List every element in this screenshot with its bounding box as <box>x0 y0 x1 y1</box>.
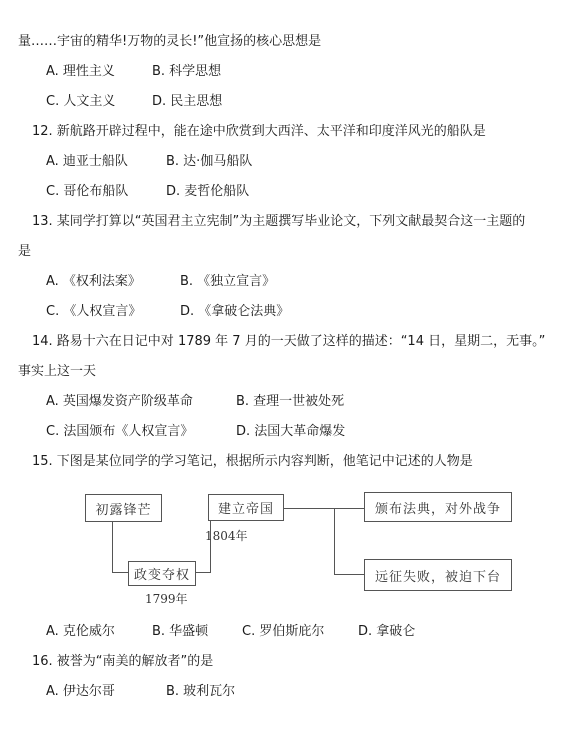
q14-option-d: D. 法国大革命爆发 <box>236 424 346 439</box>
q13-option-d: D. 《拿破仑法典》 <box>180 304 290 319</box>
q13-stem-line1: 13. 某同学打算以“英国君主立宪制”为主题撰写毕业论文，下列文献最契合这一主题的 <box>32 214 526 229</box>
q16-option-b: B. 玻利瓦尔 <box>166 684 236 699</box>
q11-option-c: C. 人文主义 <box>46 94 116 109</box>
year-1804-label: 1804年 <box>205 529 248 543</box>
year-1799-label: 1799年 <box>145 592 188 606</box>
q15-option-c: C. 罗伯斯庇尔 <box>242 624 325 639</box>
q14-option-a: A. 英国爆发资产阶级革命 <box>46 394 193 409</box>
q11-option-d: D. 民主思想 <box>152 94 223 109</box>
q15-option-b: B. 华盛顿 <box>152 624 209 639</box>
q13-option-b: B. 《独立宣言》 <box>180 274 276 289</box>
q14-stem-line1: 14. 路易十六在日记中对 1789 年 7 月的一天做了这样的描述：“14 日，星期二，无事。” <box>32 334 546 349</box>
q11-option-b: B. 科学思想 <box>152 64 222 79</box>
q12-option-d: D. 麦哲伦船队 <box>166 184 250 199</box>
q15-option-a: A. 克伦威尔 <box>46 624 115 639</box>
q13-stem-line2: 是 <box>18 244 32 259</box>
box-coup: 政变夺权 <box>128 561 196 586</box>
connector-box4-right <box>196 572 210 573</box>
q12-option-b: B. 达·伽马船队 <box>166 154 253 169</box>
q12-option-c: C. 哥伦布船队 <box>46 184 129 199</box>
q12-stem: 12. 新航路开辟过程中，能在途中欣赏到大西洋、太平洋和印度洋风光的船队是 <box>32 124 486 139</box>
q12-option-a: A. 迪亚士船队 <box>46 154 128 169</box>
box-establish-empire: 建立帝国 <box>208 494 284 521</box>
q16-stem: 16. 被誉为“南美的解放者”的是 <box>32 654 214 669</box>
q15-option-d: D. 拿破仑 <box>358 624 416 639</box>
q15-stem: 15. 下图是某位同学的学习笔记，根据所示内容判断，他笔记中记述的人物是 <box>32 454 473 469</box>
q11-stem-tail: 量……宇宙的精华!万物的灵长!”他宣扬的核心思想是 <box>18 34 322 49</box>
q13-option-c: C. 《人权宣言》 <box>46 304 142 319</box>
q16-option-a: A. 伊达尔哥 <box>46 684 115 699</box>
q14-option-c: C. 法国颁布《人权宣言》 <box>46 424 194 439</box>
box-exile: 远征失败，被迫下台 <box>364 559 512 591</box>
q13-option-a: A. 《权利法案》 <box>46 274 141 289</box>
box-code-and-wars: 颁布法典，对外战争 <box>364 492 512 522</box>
connector-box2-to-box3 <box>284 508 364 509</box>
box-debut: 初露锋芒 <box>85 494 162 522</box>
connector-to-box5 <box>334 574 364 575</box>
connector-down-branch <box>334 508 335 574</box>
connector-box1-to-box4 <box>112 522 113 572</box>
q11-option-a: A. 理性主义 <box>46 64 115 79</box>
connector-to-box4 <box>112 572 128 573</box>
q14-stem-line2: 事实上这一天 <box>18 364 97 379</box>
q14-option-b: B. 查理一世被处死 <box>236 394 345 409</box>
